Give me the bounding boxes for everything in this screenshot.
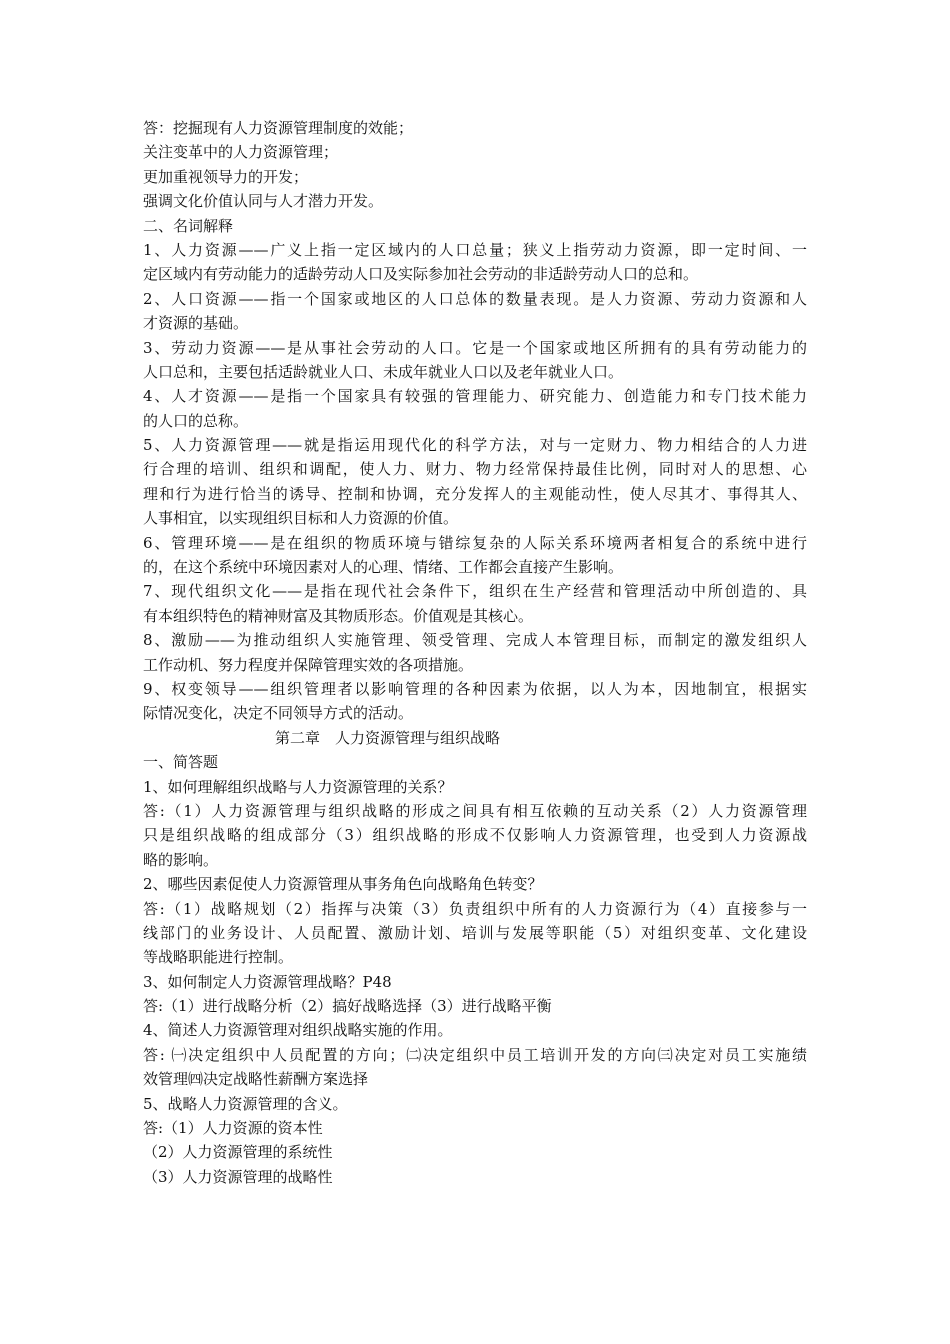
text-line: 答:（1）进行战略分析（2）搞好战略选择（3）进行战略平衡 <box>143 997 552 1016</box>
text-line: 一、简答题 <box>143 753 219 772</box>
text-line: 的，在这个系统中环境因素对人的心理、情绪、工作都会直接产生影响。 <box>143 558 624 577</box>
text-line: 答:（1）人力资源管理与组织战略的形成之间具有相互依赖的互动关系（2）人力资源管理 <box>143 801 807 820</box>
text-line: 工作动机、努力程度并保障管理实效的各项措施。 <box>143 655 474 674</box>
text-line: 人事相宜，以实现组织目标和人力资源的价值。 <box>143 509 459 528</box>
text-line: 的人口的总称。 <box>143 411 249 430</box>
text-line: 7、现代组织文化——是指在现代社会条件下，组织在生产经营和管理活动中所创造的、具 <box>143 582 807 601</box>
text-line: 关注变革中的人力资源管理； <box>143 143 339 162</box>
text-line: 8、激励——为推动组织人实施管理、领受管理、完成人本管理目标，而制定的激发组织人 <box>143 631 807 650</box>
text-line: 答: ㈠决定组织中人员配置的方向；㈡决定组织中员工培训开发的方向㈢决定对员工实施绩 <box>143 1045 807 1064</box>
text-line: 3、劳动力资源——是从事社会劳动的人口。它是一个国家或地区所拥有的具有劳动能力的 <box>143 338 807 357</box>
text-line: 效管理㈣决定战略性薪酬方案选择 <box>143 1070 369 1089</box>
text-line: 2、人口资源——指一个国家或地区的人口总体的数量表现。是人力资源、劳动力资源和人 <box>143 289 807 308</box>
text-line: 线部门的业务设计、人员配置、激励计划、培训与发展等职能（5）对组织变革、文化建设 <box>143 923 807 942</box>
text-line: 略的影响。 <box>143 850 219 869</box>
document-page <box>143 116 807 1189</box>
text-line: 9、权变领导——组织管理者以影响管理的各种因素为依据，以人为本，因地制宜，根据实 <box>143 679 807 698</box>
text-line: 理和行为进行恰当的诱导、控制和协调，充分发挥人的主观能动性，使人尽其才、事得其人、 <box>143 484 807 503</box>
text-line: 行合理的培训、组织和调配，使人力、财力、物力经常保持最佳比例，同时对人的思想、心 <box>143 460 807 479</box>
text-line: （3）人力资源管理的战略性 <box>143 1167 333 1186</box>
text-line: 2、哪些因素促使人力资源管理从事务角色向战略角色转变？ <box>143 875 543 894</box>
text-line: 人口总和，主要包括适龄就业人口、未成年就业人口以及老年就业人口。 <box>143 362 624 381</box>
text-line: 4、简述人力资源管理对组织战略实施的作用。 <box>143 1021 453 1040</box>
text-line: 更加重视领导力的开发； <box>143 167 309 186</box>
text-line: 定区域内有劳动能力的适龄劳动人口及实际参加社会劳动的非适龄劳动人口的总和。 <box>143 265 699 284</box>
text-line: 有本组织特色的精神财富及其物质形态。价值观是其核心。 <box>143 606 534 625</box>
text-line: 际情况变化，决定不同领导方式的活动。 <box>143 704 414 723</box>
text-line: 1、如何理解组织战略与人力资源管理的关系？ <box>143 777 453 796</box>
text-line: 二、名词解释 <box>143 216 234 235</box>
text-line: 1、人力资源——广义上指一定区域内的人口总量；狭义上指劳动力资源，即一定时间、一 <box>143 240 807 259</box>
text-line: 强调文化价值认同与人才潜力开发。 <box>143 192 384 211</box>
text-line: 等战略职能进行控制。 <box>143 948 294 967</box>
text-line: 只是组织战略的组成部分（3）组织战略的形成不仅影响人力资源管理，也受到人力资源战 <box>143 826 807 845</box>
text-line: （2）人力资源管理的系统性 <box>143 1143 333 1162</box>
text-line: 答：挖掘现有人力资源管理制度的效能； <box>143 119 414 137</box>
text-line: 6、管理环境——是在组织的物质环境与错综复杂的人际关系环境两者相复合的系统中进行 <box>143 533 807 552</box>
text-line: 5、人力资源管理——就是指运用现代化的科学方法，对与一定财力、物力相结合的人力进 <box>143 436 807 455</box>
chapter-heading: 第二章 人力资源管理与组织战略 <box>275 728 501 747</box>
text-line: 答:（1）人力资源的资本性 <box>143 1119 323 1138</box>
text-line: 5、战略人力资源管理的含义。 <box>143 1094 348 1113</box>
text-line: 3、如何制定人力资源管理战略？P48 <box>143 972 392 991</box>
text-line: 才资源的基础。 <box>143 314 249 333</box>
text-line: 4、人才资源——是指一个国家具有较强的管理能力、研究能力、创造能力和专门技术能力 <box>143 387 807 406</box>
text-line: 答:（1）战略规划（2）指挥与决策（3）负责组织中所有的人力资源行为（4）直接参与一 <box>143 899 807 918</box>
